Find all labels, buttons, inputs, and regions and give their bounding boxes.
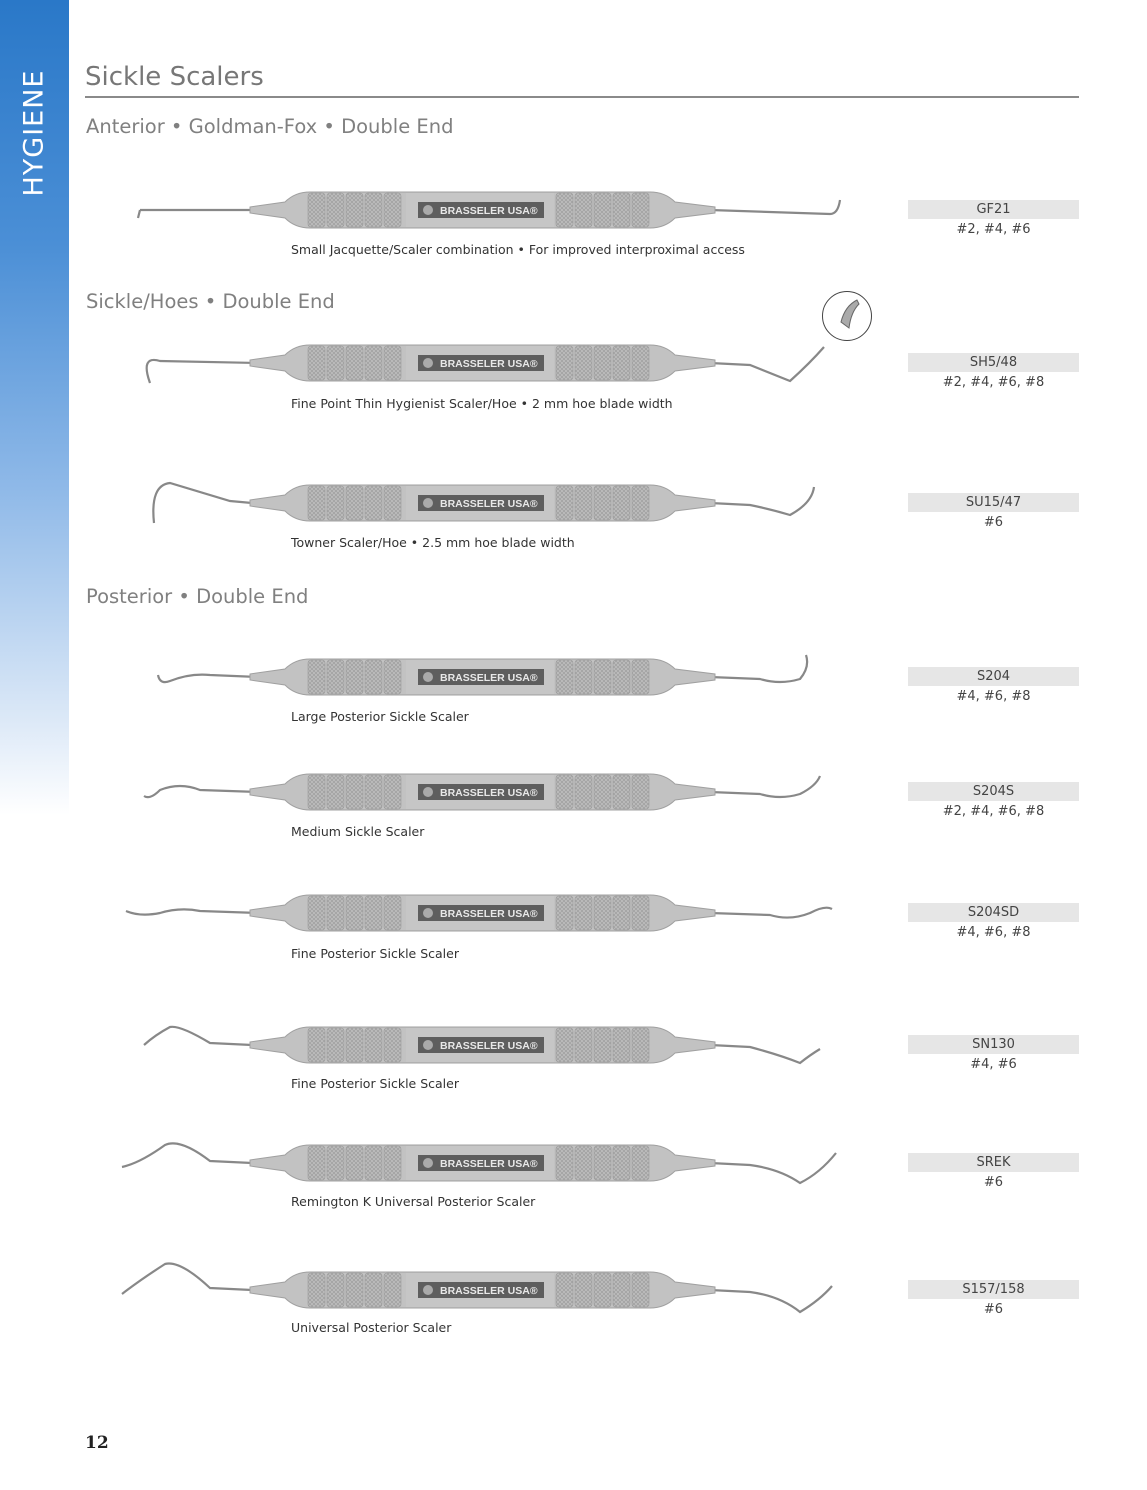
section-heading-anterior: Anterior • Goldman-Fox • Double End	[86, 115, 454, 138]
brand-logo: BRASSELER USA®	[440, 358, 538, 370]
brand-logo: BRASSELER USA®	[440, 1040, 538, 1052]
sidebar-tab	[0, 0, 69, 815]
product-sizes: #6	[983, 1175, 1004, 1190]
product-code: S204S	[908, 782, 1079, 801]
brand-logo: BRASSELER USA®	[440, 1285, 538, 1297]
product-description: Universal Posterior Scaler	[291, 1320, 452, 1335]
brand-logo: BRASSELER USA®	[440, 908, 538, 920]
section-heading-posterior: Posterior • Double End	[86, 585, 309, 608]
product-code: GF21	[908, 200, 1079, 219]
sidebar-label: HYGIENE	[18, 69, 50, 197]
instrument-image	[110, 883, 850, 943]
product-description: Fine Point Thin Hygienist Scaler/Hoe • 2 mm hoe blade width	[291, 396, 673, 411]
product-sizes: #2, #4, #6, #8	[942, 804, 1045, 819]
product-description: Large Posterior Sickle Scaler	[291, 709, 469, 724]
instrument-image	[110, 1133, 850, 1193]
instrument-image	[110, 647, 850, 707]
brand-logo: BRASSELER USA®	[440, 498, 538, 510]
product-description: Remington K Universal Posterior Scaler	[291, 1194, 536, 1209]
product-code: S157/158	[908, 1280, 1079, 1299]
product-sizes: #2, #4, #6	[956, 222, 1031, 237]
product-code: SU15/47	[908, 493, 1079, 512]
page-title: Sickle Scalers	[85, 62, 264, 92]
product-sizes: #4, #6	[970, 1057, 1017, 1072]
product-description: Fine Posterior Sickle Scaler	[291, 1076, 459, 1091]
brand-logo: BRASSELER USA®	[440, 672, 538, 684]
product-code: SN130	[908, 1035, 1079, 1054]
product-code: S204SD	[908, 903, 1079, 922]
product-code: SH5/48	[908, 353, 1079, 372]
brand-logo: BRASSELER USA®	[440, 787, 538, 799]
instrument-image	[110, 333, 850, 393]
instrument-image	[110, 180, 850, 240]
product-code: S204	[908, 667, 1079, 686]
product-description: Medium Sickle Scaler	[291, 824, 425, 839]
instrument-image	[110, 1015, 850, 1075]
product-sizes: #6	[983, 515, 1004, 530]
page-number: 12	[85, 1433, 109, 1453]
brand-logo: BRASSELER USA®	[440, 1158, 538, 1170]
product-sizes: #2, #4, #6, #8	[942, 375, 1045, 390]
product-code: SREK	[908, 1153, 1079, 1172]
brand-logo: BRASSELER USA®	[440, 205, 538, 217]
product-description: Towner Scaler/Hoe • 2.5 mm hoe blade width	[291, 535, 575, 550]
title-divider	[85, 96, 1079, 98]
product-description: Fine Posterior Sickle Scaler	[291, 946, 459, 961]
product-description: Small Jacquette/Scaler combination • For improved interproximal access	[291, 242, 745, 257]
product-sizes: #4, #6, #8	[956, 689, 1031, 704]
section-heading-sickle-hoes: Sickle/Hoes • Double End	[86, 290, 335, 313]
instrument-image	[110, 1260, 850, 1320]
instrument-image	[110, 473, 850, 533]
instrument-image	[110, 762, 850, 822]
product-sizes: #6	[983, 1302, 1004, 1317]
product-sizes: #4, #6, #8	[956, 925, 1031, 940]
